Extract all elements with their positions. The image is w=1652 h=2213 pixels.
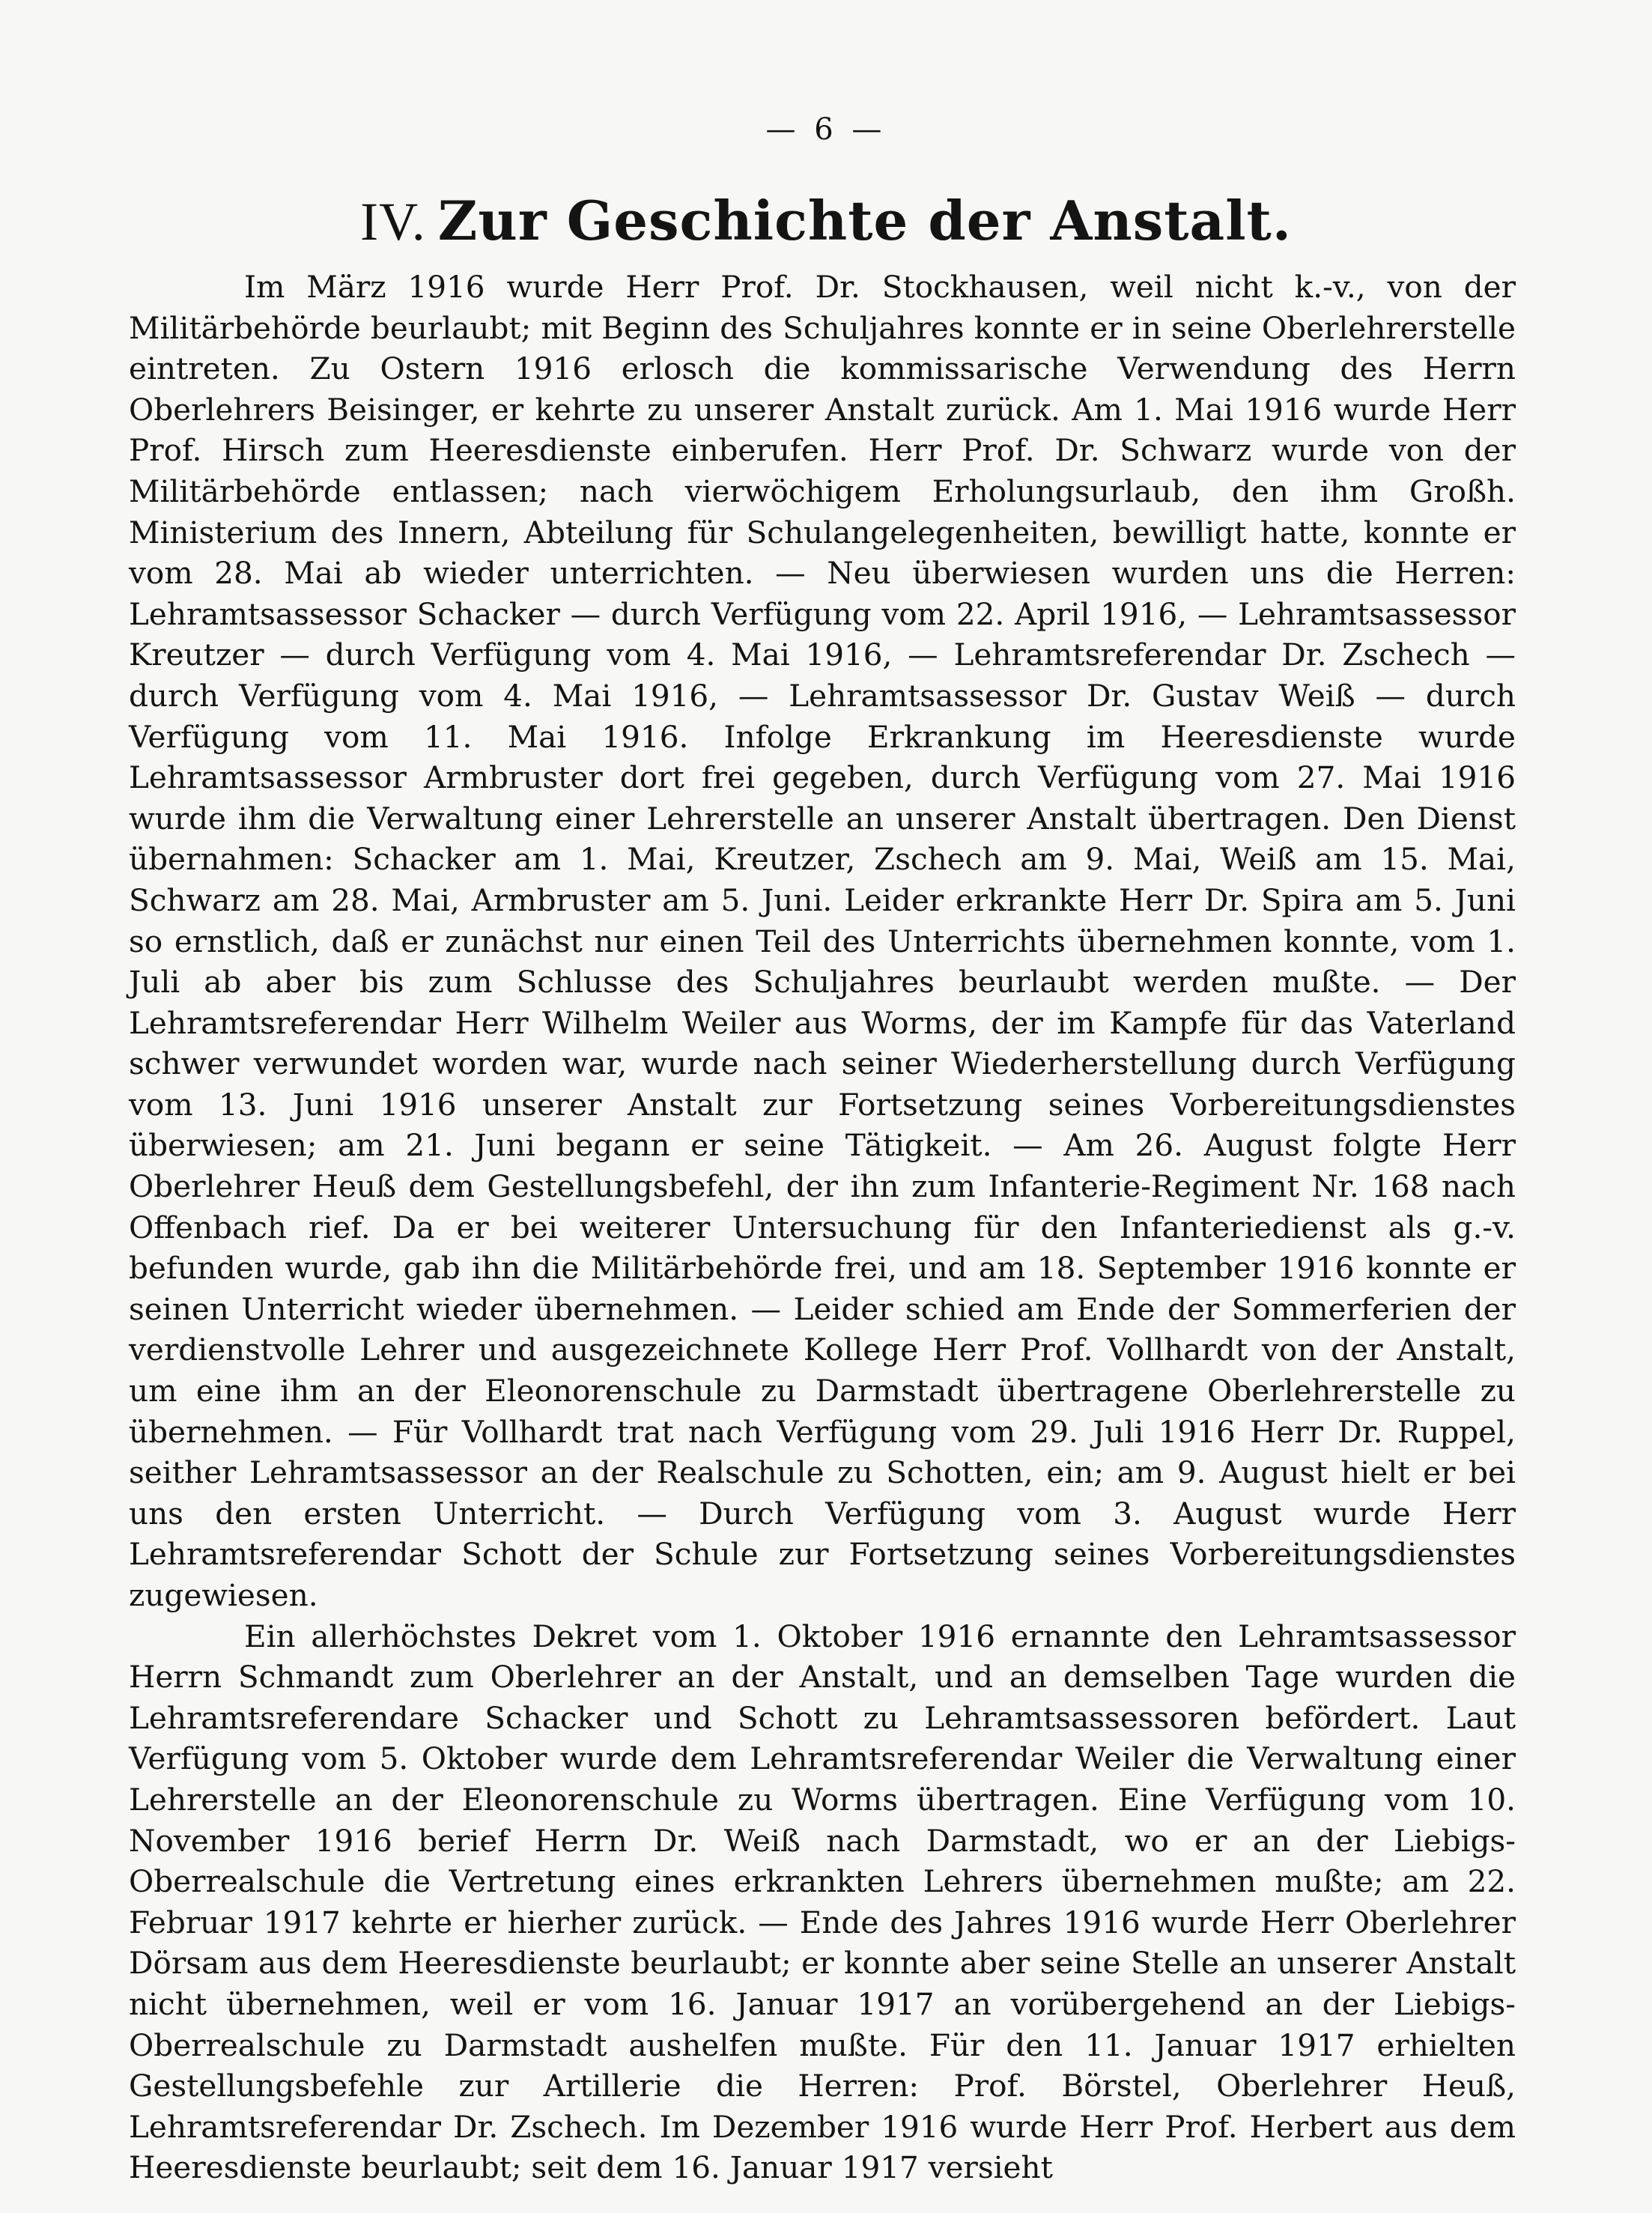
body-text bbox=[129, 267, 1516, 2188]
paragraph-2: Ein allerhöchstes Dekret vom 1. Oktober 1916 ernannte den Lehramtsassessor Herrn Schmandt zum Oberlehrer an der Anstalt, und an demselben Tage wurden die Lehramtsreferendare Schacker und Schott zu Lehramtsassessoren befördert. Laut Verfügung vom 5. Oktober wurde dem Lehramtsreferendar Weiler die Verwaltung einer Lehrerstelle an der Eleonorenschule zu Worms übertragen. Eine Verfügung vom 10. November 1916 berief Herrn Dr. Weiß nach Darmstadt, wo er an der Liebigs-Oberrealschule die Vertretung eines erkrankten Lehrers übernehmen mußte; am 22. Februar 1917 kehrte er hierher zurück. — Ende des Jahres 1916 wurde Herr Oberlehrer Dörsam aus dem Heeresdienste beurlaubt; er konnte aber seine Stelle an unserer Anstalt nicht übernehmen, weil er vom 16. Januar 1917 an vorübergehend an der Liebigs-Oberrealschule zu Darmstadt aushelfen mußte. Für den 11. Januar 1917 erhielten Gestellungsbefehle zur Artillerie die Herren: Prof. Börstel, Oberlehrer Heuß, Lehramtsreferendar Dr. Zschech. Im Dezember 1916 wurde Herr Prof. Herbert aus dem Heeresdienste beurlaubt; seit dem 16. Januar 1917 versieht bbox=[129, 1618, 1516, 2186]
section-numeral: IV. bbox=[360, 192, 426, 252]
section-title: Zur Geschichte der Anstalt. bbox=[437, 189, 1292, 252]
page-number: — 6 — bbox=[765, 112, 887, 147]
section-heading bbox=[0, 189, 1652, 253]
paragraph-1: Im März 1916 wurde Herr Prof. Dr. Stockhausen, weil nicht k.-v., von der Militärbehörde beurlaubt; mit Beginn des Schuljahres konnte er in seine Oberlehrerstelle eintreten. Zu Ostern 1916 erlosch die kommissarische Verwendung des Herrn Oberlehrers Beisinger, er kehrte zu unserer Anstalt zurück. Am 1. Mai 1916 wurde Herr Prof. Hirsch zum Heeresdienste einberufen. Herr Prof. Dr. Schwarz wurde von der Militärbehörde entlassen; nach vierwöchigem Erholungsurlaub, den ihm Großh. Ministerium des Innern, Abteilung für Schulangelegenheiten, bewilligt hatte, konnte er vom 28. Mai ab wieder unterrichten. — Neu überwiesen wurden uns die Herren: Lehramtsassessor Schacker — durch Verfügung vom 22. April 1916, — Lehramtsassessor Kreutzer — durch Verfügung vom 4. Mai 1916, — Lehramtsreferendar Dr. Zschech — durch Verfügung vom 4. Mai 1916, — Lehramtsassessor Dr. Gustav Weiß — durch Verfügung vom 11. Mai 1916. Infolge Erkrankung im Heeresdienste wurde Lehramtsassessor Armbruster dort frei gegeben, durch Verfügung vom 27. Mai 1916 wurde ihm die Verwaltung einer Lehrerstelle an unserer Anstalt übertragen. Den Dienst übernahmen: Schacker am 1. Mai, Kreutzer, Zschech am 9. Mai, Weiß am 15. Mai, Schwarz am 28. Mai, Armbruster am 5. Juni. Leider erkrankte Herr Dr. Spira am 5. Juni so ernstlich, daß er zunächst nur einen Teil des Unterrichts übernehmen konnte, vom 1. Juli ab aber bis zum Schlusse des Schuljahres beurlaubt werden mußte. — Der Lehramtsreferendar Herr Wilhelm Weiler aus Worms, der im Kampfe für das Vaterland schwer verwundet worden war, wurde nach seiner Wiederherstellung durch Verfügung vom 13. Juni 1916 unserer Anstalt zur Fortsetzung seines Vorbereitungsdienstes überwiesen; am 21. Juni begann er seine Tätigkeit. — Am 26. August folgte Herr Oberlehrer Heuß dem Gestellungsbefehl, der ihn zum Infanterie-Regiment Nr. 168 nach Offenbach rief. Da er bei weiterer Untersuchung für den Infanteriedienst als g.-v. befunden wurde, gab ihn die Militärbehörde frei, und am 18. September 1916 konnte er seinen Unterricht wieder übernehmen. — Leider schied am Ende der Sommerferien der verdienstvolle Lehrer und ausgezeichnete Kollege Herr Prof. Vollhardt von der Anstalt, um eine ihm an der Eleonorenschule zu Darmstadt übertragene Oberlehrerstelle zu übernehmen. — Für Vollhardt trat nach Verfügung vom 29. Juli 1916 Herr Dr. Ruppel, seither Lehramtsassessor an der Realschule zu Schotten, ein; am 9. August hielt er bei uns den ersten Unterricht. — Durch Verfügung vom 3. August wurde Herr Lehramtsreferendar Schott der Schule zur Fortsetzung seines Vorbereitungsdienstes zugewiesen. bbox=[129, 269, 1516, 1613]
